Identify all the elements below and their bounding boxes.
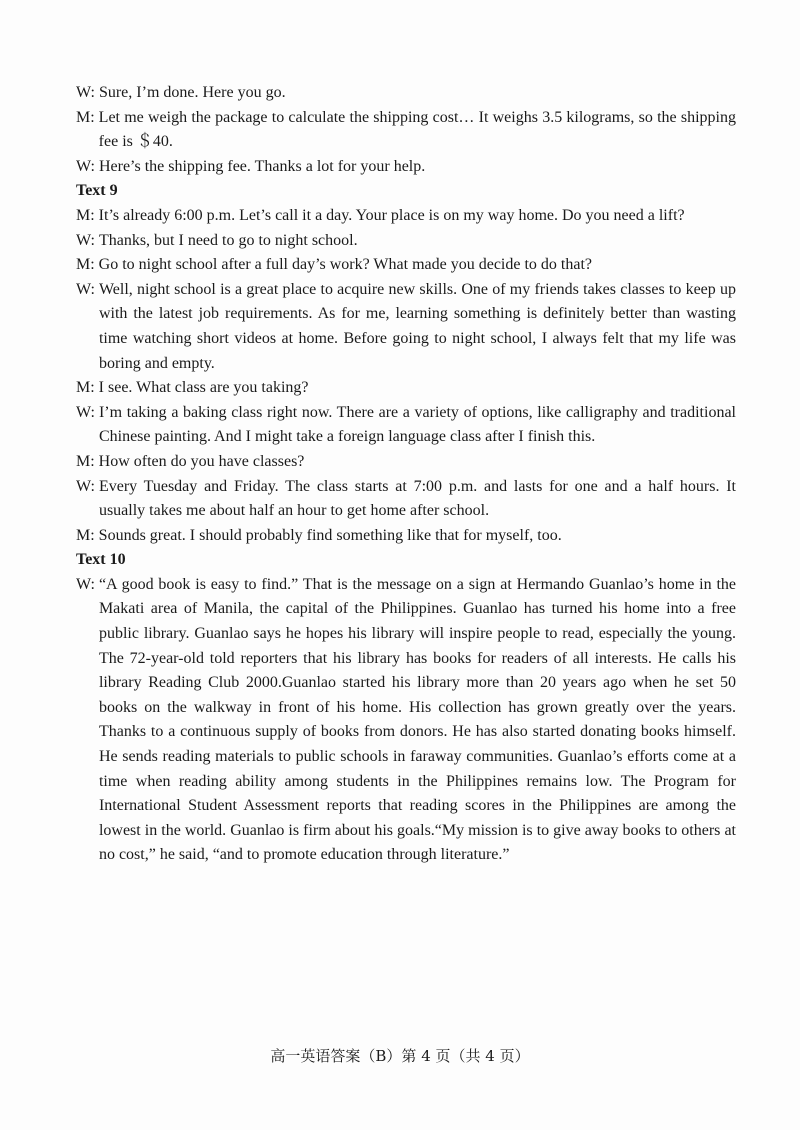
dialogue-line xyxy=(76,155,736,180)
dialogue-text: Sounds great. I should probably find something like that for myself, too. xyxy=(98,526,562,544)
dialogue-line xyxy=(76,573,736,868)
dialogue-text: Well, night school is a great place to acquire new skills. One of my friends takes classes to keep up with the latest job requirements. As for me, learning something is definitely better than wasting time watching short videos at home. Before going to night school, I always felt that my life was boring and empty. xyxy=(98,280,736,372)
speaker-label: M: xyxy=(76,206,99,224)
dialogue-text: “A good book is easy to find.” That is the message on a sign at Hermando Guanlao’s home in the Makati area of Manila, the capital of the Philippines. Guanlao has turned his home into a free public library. Guanlao says he hopes his library will inspire people to read, especially the young. The 72-year-old told reporters that his library has books for readers of all interests. He calls his library Reading Club 2000.Guanlao started his library more than 20 years ago when he set 50 books on the walkway in front of his home. His collection has grown greatly over the years. Thanks to a continuous supply of books from donors. He has also started donating books himself. He sends reading materials to public schools in faraway communities. Guanlao’s efforts come at a time when reading ability among students in the Philippines remains low. The Program for International Student Assessment reports that reading scores in the Philippines are among the lowest in the world. Guanlao is firm about his goals.“My mission is to give away books to others at no cost,” he said, “and to promote education through literature.” xyxy=(98,575,736,864)
dialogue-text: It’s already 6:00 p.m. Let’s call it a day. Your place is on my way home. Do you need a lift? xyxy=(98,206,685,224)
dialogue-text: I see. What class are you taking? xyxy=(98,379,309,397)
dialogue-text: Thanks, but I need to go to night school. xyxy=(98,231,358,249)
dialogue-text: I’m taking a baking class right now. There are a variety of options, like calligraphy and traditional Chinese painting. And I might take a foreign language class after I finish this. xyxy=(98,403,736,446)
speaker-label: W: xyxy=(76,231,99,249)
dialogue-line xyxy=(76,106,736,155)
speaker-label: M: xyxy=(76,108,99,126)
section-heading: Text 10 xyxy=(76,551,126,569)
speaker-label: W: xyxy=(76,477,99,495)
dialogue-text: Sure, I’m done. Here you go. xyxy=(98,84,286,101)
speaker-label: M: xyxy=(76,379,99,397)
section-heading: Text 9 xyxy=(76,182,118,200)
dialogue-line xyxy=(76,376,736,401)
dialogue-text: Go to night school after a full day’s work? What made you decide to do that? xyxy=(98,256,593,274)
speaker-label: W: xyxy=(76,157,99,175)
dialogue-line xyxy=(76,253,736,278)
dialogue-line xyxy=(76,81,736,106)
dialogue-text: How often do you have classes? xyxy=(98,452,305,470)
speaker-label: W: xyxy=(76,575,99,593)
dialogue-text: Every Tuesday and Friday. The class starts at 7:00 p.m. and lasts for one and a half hours. It usually takes me about half an hour to get home after school. xyxy=(98,477,736,520)
page-footer: 高一英语答案（B）第 4 页（共 4 页） xyxy=(270,1047,530,1065)
dialogue-line xyxy=(76,278,736,376)
dialogue-line xyxy=(76,229,736,254)
speaker-label: M: xyxy=(76,526,99,544)
dialogue-line xyxy=(76,401,736,450)
dialogue-text: Here’s the shipping fee. Thanks a lot for your help. xyxy=(98,157,426,175)
dialogue-line xyxy=(76,204,736,229)
speaker-label: M: xyxy=(76,256,99,274)
speaker-label: M: xyxy=(76,452,99,470)
transcript-body xyxy=(76,81,736,868)
speaker-label: W: xyxy=(76,84,99,101)
dialogue-line xyxy=(76,524,736,549)
dialogue-line xyxy=(76,475,736,524)
speaker-label: W: xyxy=(76,403,99,421)
speaker-label: W: xyxy=(76,280,99,298)
dialogue-text: Let me weigh the package to calculate the shipping cost… It weighs 3.5 kilograms, so the shipping fee is ＄40. xyxy=(98,108,736,151)
dialogue-line xyxy=(76,450,736,475)
